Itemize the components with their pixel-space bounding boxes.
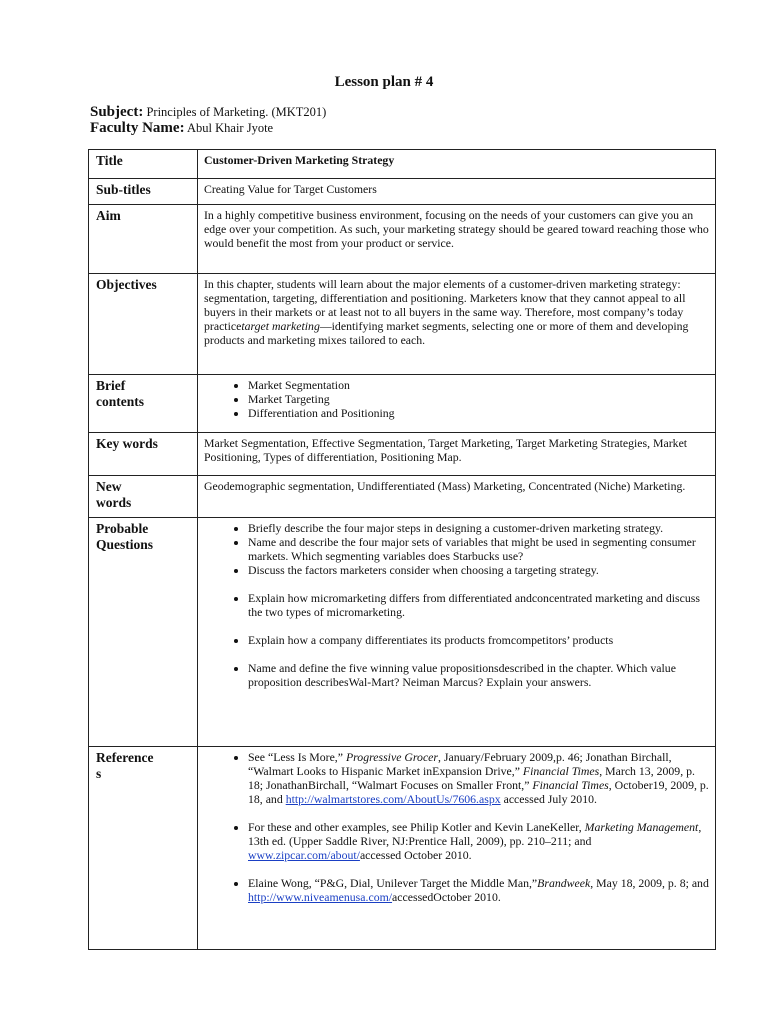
- subject-value: Principles of Marketing. (MKT201): [146, 105, 327, 119]
- faculty-label: Faculty Name:: [90, 120, 185, 136]
- table-row-objectives: [89, 274, 716, 375]
- row-value-key-words: Market Segmentation, Effective Segmentation, Target Marketing, Target Marketing Strategies, Market Positioning, Types of differentiation, Positioning Map.: [198, 433, 716, 476]
- table-row-aim: [89, 205, 716, 274]
- row-label-key-words: Key words: [89, 433, 198, 476]
- lesson-plan-table: [88, 149, 716, 950]
- list-item: • Name and define the five winning value propositionsdescribed in the chapter. Which value proposition describesWal-Mart? Neiman Marcus? Explain your answers.: [248, 661, 710, 689]
- row-label-brief-contents: Brief contents: [89, 375, 198, 433]
- table-row-key-words: [89, 433, 716, 476]
- row-label-aim: Aim: [89, 205, 198, 274]
- row-value-brief-contents: [198, 375, 716, 433]
- row-label-new-words: New words: [89, 476, 198, 518]
- subject-label: Subject:: [90, 104, 144, 120]
- table-row-title: [89, 150, 716, 179]
- list-item: • Name and describe the four major sets of variables that might be used in segmenting consumer markets. Which segmenting variables does Starbucks use?: [248, 535, 710, 563]
- list-item: • For these and other examples, see Philip Kotler and Kevin LaneKeller, Marketing Management, 13th ed. (Upper Saddle River, NJ:Prentice Hall, 2009), pp. 210–211; and www.zipcar.com/about/accessed October 2010.: [248, 820, 710, 862]
- list-item: • Market Segmentation: [248, 378, 710, 392]
- list-item: • Explain how micromarketing differs from differentiated andconcentrated marketing and discuss the two types of micromarketing.: [248, 591, 710, 619]
- table-row-subtitles: [89, 179, 716, 205]
- faculty-line: [90, 120, 273, 137]
- list-item: • Discuss the factors marketers consider when choosing a targeting strategy.: [248, 563, 710, 577]
- row-value-title: Customer-Driven Marketing Strategy: [198, 150, 716, 179]
- row-label-references: Reference s: [89, 747, 198, 950]
- list-item: • Briefly describe the four major steps in designing a customer-driven marketing strategy.: [248, 521, 710, 535]
- row-value-probable-questions: [198, 518, 716, 747]
- row-label-objectives: Objectives: [89, 274, 198, 375]
- row-value-subtitles: Creating Value for Target Customers: [198, 179, 716, 205]
- subject-line: [90, 104, 326, 121]
- list-item: • Explain how a company differentiates its products fromcompetitors’ products: [248, 633, 710, 647]
- row-value-aim: In a highly competitive business environment, focusing on the needs of your customers can give you an edge over your competition. As such, your marketing strategy should be geared toward reaching those who would benefit the most from your product or service.: [198, 205, 716, 274]
- list-item: • See “Less Is More,” Progressive Grocer, January/February 2009,p. 46; Jonathan Birchall, “Walmart Looks to Hispanic Market inExpansion Drive,” Financial Times, March 13, 2009, p. 18; JonathanBirchall, “Walmart Focuses on Smaller Front,” Financial Times, October19, 2009, p. 18, and http://walmartstores.com/AboutUs/7606.aspx accessed July 2010.: [248, 750, 710, 806]
- italic-term: target marketing: [241, 319, 320, 333]
- row-value-objectives: In this chapter, students will learn about the major elements of a customer-driven marketing strategy: segmentation, targeting, differentiation and positioning. Marketers know that they cannot appeal to all buyers in their markets or at least not to all buyers in the same way. Therefore, most company’s today practicetarget marketing—identifying market segments, selecting one or more of them and developing products and marketing mixes tailored to each.: [198, 274, 716, 375]
- reference-link-nivea[interactable]: http://www.niveamenusa.com/: [248, 890, 393, 904]
- list-item: • Elaine Wong, “P&G, Dial, Unilever Target the Middle Man,”Brandweek, May 18, 2009, p. 8; and http://www.niveamenusa.com/accessedOctober 2010.: [248, 876, 710, 904]
- reference-link-walmart[interactable]: http://walmartstores.com/AboutUs/7606.aspx: [285, 792, 501, 806]
- reference-link-zipcar[interactable]: www.zipcar.com/about/: [248, 848, 360, 862]
- row-label-probable-questions: Probable Questions: [89, 518, 198, 747]
- table-row-new-words: [89, 476, 716, 518]
- list-item: • Market Targeting: [248, 392, 710, 406]
- list-item: • Differentiation and Positioning: [248, 406, 710, 420]
- faculty-value: Abul Khair Jyote: [187, 121, 274, 135]
- table-row-references: [89, 747, 716, 950]
- row-value-references: [198, 747, 716, 950]
- table-row-probable-questions: [89, 518, 716, 747]
- row-value-new-words: Geodemographic segmentation, Undifferentiated (Mass) Marketing, Concentrated (Niche) Marketing.: [198, 476, 716, 518]
- row-label-title: Title: [89, 150, 198, 179]
- page-title: Lesson plan # 4: [334, 74, 434, 90]
- table-row-brief-contents: [89, 375, 716, 433]
- row-label-subtitles: Sub-titles: [89, 179, 198, 205]
